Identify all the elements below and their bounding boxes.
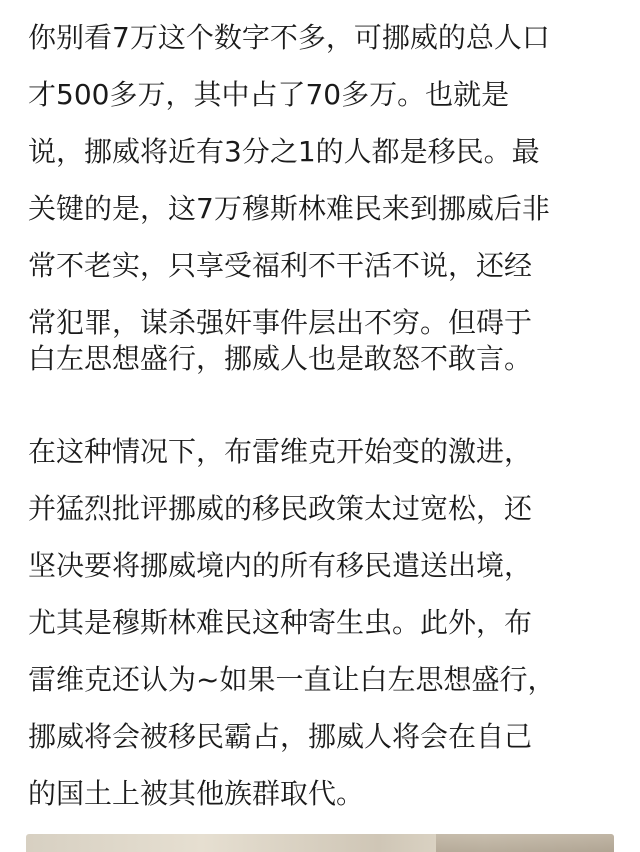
paragraph-1-line-6: 常犯罪，谋杀强奸事件层出不穷。但碍于 <box>28 306 533 339</box>
paragraph-2-line-1: 在这种情况下，布雷维克开始变的激进， <box>28 435 533 468</box>
paragraph-1-line-4: 关键的是，这7万穆斯林难民来到挪威后非 <box>28 192 550 225</box>
paragraph-2-line-3: 坚决要将挪威境内的所有移民遣送出境， <box>28 549 533 582</box>
paragraph-1-line-5: 常不老实，只享受福利不干活不说，还经 <box>28 249 533 282</box>
paragraph-1-line-1: 你别看7万这个数字不多，可挪威的总人口 <box>28 21 550 54</box>
image-shadow-region <box>436 834 614 852</box>
paragraph-1-line-2: 才500多万，其中占了70多万。也就是 <box>28 78 510 111</box>
paragraph-2-line-2: 并猛烈批评挪威的移民政策太过宽松，还 <box>28 492 533 525</box>
paragraph-1-line-7: 白左思想盛行，挪威人也是敢怒不敢言。 <box>28 342 533 375</box>
paragraph-2-line-7: 的国土上被其他族群取代。 <box>28 777 365 810</box>
paragraph-2-line-4: 尤其是穆斯林难民这种寄生虫。此外，布 <box>28 606 533 639</box>
paragraph-1-line-3: 说，挪威将近有3分之1的人都是移民。最 <box>28 135 540 168</box>
paragraph-2-line-6: 挪威将会被移民霸占，挪威人将会在自己 <box>28 720 533 753</box>
paragraph-2-line-5: 雷维克还认为~如果一直让白左思想盛行， <box>28 663 556 696</box>
article-image-preview[interactable] <box>26 834 614 852</box>
